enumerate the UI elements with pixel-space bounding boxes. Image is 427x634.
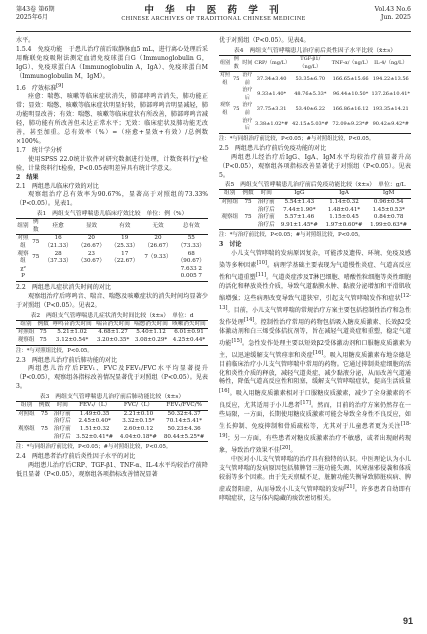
table-1 [16,218,208,282]
table-3-cell: 治疗后 [52,434,73,442]
table-4-cell: 37.34±3.40 [256,75,287,82]
table-4-cell [231,87,241,102]
table-1-cell [75,266,108,274]
header-rule [16,31,411,32]
table-2-note: 注：*与对照组比较，P<0.05。 [16,347,93,354]
table-3-note: 注：*与同组治疗前比较，P<0.05；#与对照组比较，P<0.05。 [16,444,172,451]
table-1-header-cell: 例数 [30,219,41,235]
table-1-cell: 7（9.33） [144,254,172,261]
table-2-cell: 4.25±0.44* [170,337,208,345]
header-vol-no: Vol.43 No.6 [374,6,411,13]
table-5-cell: 1.99±0.63*# [366,222,411,230]
table-1-cell [30,266,41,274]
table-4-cell: 194.22±13.56 [372,75,409,82]
table-2-cell: 75 [39,329,47,336]
table-3-cell: 70.14±5.41* [166,418,203,425]
table-3-header-cell: 组别 [16,402,37,411]
table-4-cell: 137.26±10.41* [371,91,410,98]
table-2-header-cell: 例数 [36,320,50,329]
table-3-cell: 2.21±0.10 [123,410,154,417]
paragraph: 水平。 [16,37,35,44]
table-5-caption: 表5 两组支气管哮喘患儿治疗前后免疫功能比较（x̄±s） 单位：g/L [224,182,406,189]
table-4-header-cell: IL-4/（ng/L） [370,55,411,71]
table-2-row [16,329,208,337]
table-5-cell: 5.57±1.46 [284,214,315,221]
table-5-cell: 治疗后 [256,222,277,230]
table-1-cell: 16（21.33） [44,235,72,250]
table-3-cell: 治疗前 [53,425,71,432]
table-4-cell: 75 [233,106,240,113]
table-3-row [16,418,208,426]
table-1-cell: 观察组 [17,250,29,265]
table-2-cell: 5.21±1.02 [57,329,87,336]
table-4-cell: 75 [233,75,240,82]
paragraph-2-4: 两组患儿治疗后CRP、TGF-β1、TNF-α、IL-4水平均较治疗前降低且显著（P<0.05），观察组各项指标改善情况显著 [16,462,208,478]
table-4-row [219,72,411,88]
table-4-cell: 53.35±6.70 [295,75,326,82]
table-4-cell: 对照组 [220,72,231,86]
table-5-row [219,207,411,215]
table-4-cell: 治疗前 [242,102,253,117]
table-5-cell: 5.54±1.43 [284,199,315,206]
table-4-cell [231,118,241,134]
paragraph-2-3: 两组患儿治疗后FEV₁、FVC及FEV₁/FVC水平均显著提升（P<0.05），观察组各指标改善情况显著优于对照组（P<0.05）。见表3。 [16,365,208,391]
table-2-header-cell: 哮鸣音消失时间 [50,320,94,329]
table-2-caption: 表2 两组支气管哮喘患儿症状消失时间比较（x̄±s） 单位：d [30,312,194,319]
right-column [219,37,411,504]
table-1-row [16,266,208,274]
table-2-cell: 3.20±0.35* [94,337,132,345]
table-3-header-cell: FEV₁/FVC/% [160,402,208,411]
table-3-cell: 对照组 [18,410,35,417]
table-1-cell: χ² [20,265,26,272]
heading-discussion: 3 讨论 [219,241,242,249]
table-5-row [219,214,411,222]
table-3 [16,401,208,442]
paragraph-discussion-2: 中医对小儿支气管哮喘的治疗具有独特的认识。中医理论认为小儿支气管哮喘的发病原因包括肺脾肾三脏功能失调、风寒湿邪侵袭和体质较弱等多个因素。由于先天禀赋不足，脏腑功能失衡导致肺脏疾病、脾虚或肾阳虚，从而导致小儿支气管哮喘的发病[21]。许多患者自幼即有哮喘症状，这与体内隐藏的痰饮密切相关。 [219,455,412,502]
table-1-cell: 19（25.33） [111,235,139,250]
table-3-cell: 2.45±0.40* [78,418,111,425]
table-3-cell [37,434,52,442]
table-5-cell: 75 [244,214,252,221]
table-4-header-cell: 例数 [231,55,241,71]
table-5-cell [240,207,255,215]
table-3-cell: 3.32±0.15* [122,418,155,425]
table-1-header-cell: 无效 [141,219,174,235]
heading-1-6: 1.6 疗效标准[9] [16,82,64,92]
table-3-cell [16,434,37,442]
table-4-row [219,102,411,117]
table-5-row [219,199,411,207]
table-1-row [16,273,208,281]
table-1-cell: 55（73.33） [177,235,205,250]
table-3-cell: 50.23±4.36 [167,425,201,432]
paragraph-criteria: 痊愈：喘憋、咳嗽等临床症状消失，肺部哮鸣音消失，肺功能正常；显效：喘憋、咳嗽等临床症状明显好转，肺部哮鸣音明显减轻，肺功能明显改善；有效：喘憋、咳嗽等临床症状有所改善，肺部哮鸣音减轻，肺功能有所改善但未达正常水平；无效：临床症状及肺功能无改善，甚至加重。总有效率（%）=（痊愈+显效+有效）/总例数×100%。 [16,93,208,145]
table-1-cell: 75 [32,239,40,246]
table-2-cell: 6.01±0.91 [174,329,204,336]
table-1-cell: 17（22.67） [111,250,139,265]
table-4-cell: 观察组 [220,102,231,117]
paragraph-2-5: 两组患儿经治疗后IgG、IgA、IgM水平均较治疗前显著升高（P<0.05），观察组各项指标改善显著优于对照组（P<0.05）。见表5。 [219,153,411,179]
table-5-cell: 1.14±0.32 [329,199,359,206]
table-5-cell: 7.44±1.90* [283,206,316,213]
table-4-row [219,118,411,134]
table-5-cell: 观察组 [221,214,239,221]
heading-results: 2 结果 [16,173,39,181]
table-3-cell: 50.32±4.37 [167,410,201,417]
table-3-cell: 治疗后 [53,418,71,425]
heading-2-2: 2.2 两组患儿症状消失时间的对比 [16,284,112,291]
table-2 [16,320,208,346]
table-4-cell: 3.38±1.02*# [253,118,289,134]
table-2-header-cell: 组别 [16,320,36,329]
table-1-cell: 20（26.67） [144,235,172,250]
table-4-cell: 90.42±9.42*# [370,118,411,134]
table-4-cell: 53.40±6.22 [295,106,326,113]
paragraph-stats: 使用SPSS 22.0统计软件对研究数据进行处理，计数资料行χ²检验，计量资料行t检验，P<0.05表明差异具有统计学意义。 [16,155,208,172]
table-4-cell: 193.35±14.21 [372,106,409,113]
table-4-cell: 96.44±10.50* [332,91,369,98]
table-3-cell: 1.51±0.32 [79,425,110,432]
table-1-cell: P [16,273,30,281]
page-number: 91 [402,616,413,626]
table-1-row [16,251,208,266]
table-3-row [16,426,208,434]
table-1-cell: 20（26.67） [77,235,106,250]
table-1-header-cell: 组别 [16,219,30,235]
table-3-cell: 治疗前 [53,410,71,417]
table-3-row [16,434,208,442]
table-2-cell: 5.40±1.12 [136,329,166,336]
table-5-cell [240,222,255,230]
table-1-cell [141,273,174,281]
table-3-header-cell: 时间 [52,402,73,411]
table-1-cell [30,273,41,281]
paragraph-2-2: 观察组治疗后哮鸣音、喘音、喘憋及咳嗽症状的消失时间均显著少于对照组（P<0.05）。见表2。 [16,292,208,309]
table-5-cell: 1.48±0.41* [327,206,361,213]
heading-2-1: 2.1 两组患儿临床疗效的对比 [16,182,99,190]
table-1-cell [75,273,108,281]
table-1-cell: 7.633 2 [180,265,202,272]
table-5-header-cell: 例数 [240,190,255,199]
table-2-cell: 4.68±1.27 [98,329,128,336]
table-3-caption: 表3 两组支气管哮喘患儿治疗前后肺功能比较（x̄±s） [39,394,185,401]
table-5 [219,189,411,230]
table-5-cell: 0.84±0.78 [373,214,404,221]
table-1-header-cell: 显效 [75,219,108,235]
table-5-cell: 治疗后 [257,206,275,213]
table-2-cell: 3.08±0.29* [132,337,170,345]
table-3-cell: 1.49±0.35 [79,410,110,417]
table-4-cell: 治疗前 [242,72,253,86]
table-4-row [219,87,411,102]
table-1-header-cell: 总有效 [175,219,208,235]
table-1-caption: 表1 两组支气管哮喘患儿临床疗效比较 单位：例（%） [36,211,188,218]
table-3-cell [37,418,52,426]
table-4-cell: 48.76±5.33* [294,91,327,98]
journal-title-cn: 中 华 中 医 药 学 刊 [144,5,283,16]
table-5-header-cell: IgM [366,190,411,199]
table-5-row [219,222,411,230]
table-3-cell: 75 [40,410,48,417]
header-volume-issue: 第43卷 第6期 [16,6,55,13]
table-4-cell: 37.75±3.31 [256,106,287,113]
table-4-header-cell: 时间 [241,55,253,71]
table-4-cell: 9.33±1.40* [257,91,287,98]
table-5-cell: 治疗前 [257,214,275,221]
table-5-cell: 1.97±0.60*# [322,222,367,230]
table-3-header-cell: FEV₁/（L） [73,402,117,411]
section-1-5-4: 1.5.4 免疫功能 于患儿治疗前后取静脉血5 mL，进行离心处理后采用酶联免疫吸附法测定血清免疫球蛋白G（Immunoglobulin G，IgG）、免疫球蛋白A（Immunoglobulin A，IgA）、免疫球蛋白M（Immunoglobulin M，IgM）。 [16,45,208,80]
heading-2-3: 2.3 两组患儿治疗前后肺功能的对比 [16,356,118,364]
table-1-cell: 0.005 7 [175,273,208,281]
table-5-cell: 0.96±0.54 [373,199,404,206]
table-2-cell: 观察组 [16,337,36,345]
table-4-header-cell: CRP/（mg/L） [253,55,289,71]
table-3-header-cell: FVC/（L） [117,402,161,411]
table-2-cell: 3.12±0.54* [50,337,94,345]
heading-2-4: 2.4 两组患者治疗前后炎性因子水平的对比 [16,453,136,461]
table-4-cell: 42.15±5.03*# [290,118,331,134]
table-3-cell: 75 [40,425,48,432]
table-4-caption: 表4 两组支气管哮喘患儿治疗前后炎性因子水平比较（x̄±s） [233,47,397,54]
table-5-cell: 治疗前 [257,199,275,206]
table-1-header-cell: 有效 [108,219,141,235]
table-2-cell: 对照组 [17,329,35,336]
table-3-cell: 4.04±0.18*# [117,434,161,442]
heading-1-7: 1.7 统计学分析 [16,146,63,154]
table-4-cell: 治疗后 [242,87,253,101]
table-2-header-cell: 喘憋消失时间 [132,320,170,329]
table-3-cell: 观察组 [18,425,35,432]
header-month: Jun. 2025 [380,14,411,21]
table-4-cell [219,118,231,134]
table-5-header-cell: IgG [277,190,322,199]
table-1-cell [108,273,141,281]
table-4-cell: 治疗后 [241,118,253,134]
table-3-cell: 3.52±0.41*# [73,434,117,442]
table-1-cell: 23（30.67） [77,250,106,265]
table-4-header-cell: TNF-α/（ng/L） [331,55,371,71]
table-2-header-cell: 喘音消失时间 [94,320,132,329]
table-4 [219,55,411,134]
table-3-row [16,410,208,418]
table-1-cell: 对照组 [17,235,29,250]
table-5-cell: 对照组 [221,199,239,206]
table-3-cell: 2.60±0.12 [123,425,154,432]
table-4-cell: 166.65±15.66 [332,75,369,82]
table-3-cell [16,418,37,426]
table-4-cell: 166.86±16.12 [332,106,369,113]
table-5-cell [219,222,240,230]
heading-2-5: 2.5 两组患儿治疗前后免疫功能的对比 [219,144,327,152]
table-5-cell: 9.91±1.45*# [277,222,322,230]
left-column [16,37,208,480]
table-3-cell: 80.44±5.25*# [160,434,208,442]
table-3-header-cell: 例数 [37,402,52,411]
table-5-header-cell: IgA [322,190,367,199]
header-vol-en [375,6,411,22]
paragraph-2-1: 观察组治疗总有效率为90.67%，显著高于对照组的73.33%（P<0.05）。见表1。 [16,191,208,208]
paragraph-discussion-1: 小儿支气管哮喘的发病原因复杂，可能涉及遗传、环境、免疫及感染等多种因素[10]。病理学基础主要表现为气道慢性炎症、气道高反应性和气道重塑[11]。气道炎症涉及T淋巴细胞、嗜酸性粒细胞等炎性细胞的活化和释放炎性介质，导致气道黏膜水肿、黏液分泌增加和平滑肌收缩增强；这些病理改变导致气道狭窄，引起支气管哮喘发作和症状[12-13]。目前，小儿支气管哮喘的常规治疗方案主要包括控制性治疗和急性发作处理[14]。控制性治疗常用的药物包括吸入糖皮质激素、长效β2受体激动剂和白三烯受体拮抗剂等，旨在减轻气道炎症和重塑，稳定气道功能[15]。急性发作处理主要以短效β2受体激动剂和口服糖皮质激素为主，以迅速缓解支气管痉挛和炎症[16]。吸入用糖皮质激素布地奈德是目前临床治疗小儿支气管哮喘中常用的药物。它通过抑制炎症细胞的活化和炎性介质的释放，减轻气道炎症，减少黏液分泌，从而改善气道通畅性，降低气道高反应性和阻塞，缓解支气管哮喘症状，提高生活质量[16]。吸入用糖皮质激素相对于口服糖皮质激素，减少了全身激素的不良反应，尤其适用于小儿患者[17]。然而，目前的治疗方案仍然存在一些局限，一方面，长期使用糖皮质激素可能会导致全身性不良反应，如生长抑制、免疫抑制和骨质疏松等，尤其对于儿童患者更为关注[18-19]；另一方面，有些患者对糖皮质激素治疗不敏感，或者出现耐药现象，导致治疗效果不佳[20]。 [219,250,412,455]
table-4-header-cell: 组别 [219,55,231,71]
table-2-header-cell: 咳嗽消失时间 [170,320,208,329]
journal-title [0,5,427,23]
table-2-cell: 75 [36,337,50,345]
table-5-header-cell: 时间 [256,190,277,199]
table-4-cell [219,87,231,102]
table-4-note: 注：*与同组治疗前比较，P<0.05；#与对照组比较，P<0.05。 [219,135,375,142]
table-1-cell [42,273,75,281]
table-1-cell: 75 [32,254,40,261]
table-4-cell: 72.09±9.23*# [331,118,371,134]
table-1-cell: 28（37.33） [44,250,72,265]
table-5-header-cell: 组别 [219,190,240,199]
table-1-cell [42,266,75,274]
table-2-row [16,337,208,345]
table-5-note: 注：*与治疗前比较，P<0.05；#与对照组比较，P<0.05。 [219,232,364,239]
table-4-header-cell: TGF-β1/（ng/L） [290,55,331,71]
table-1-header-cell: 痊愈 [42,219,75,235]
paragraph: 优于对照组（P<0.05）。见表4。 [219,37,310,44]
header-date: 2025年6月 [16,14,49,21]
table-1-cell [141,266,174,274]
table-5-cell: 1.15±0.45 [329,214,359,221]
journal-title-en: CHINESE ARCHIVES OF TRADITIONAL CHINESE MEDICINE [121,16,306,22]
table-1-cell [108,266,141,274]
table-5-cell: 75 [244,199,252,206]
table-5-cell: 1.45±0.53* [372,206,405,213]
table-1-cell: 68（90.67） [177,250,205,265]
table-1-row [16,235,208,251]
